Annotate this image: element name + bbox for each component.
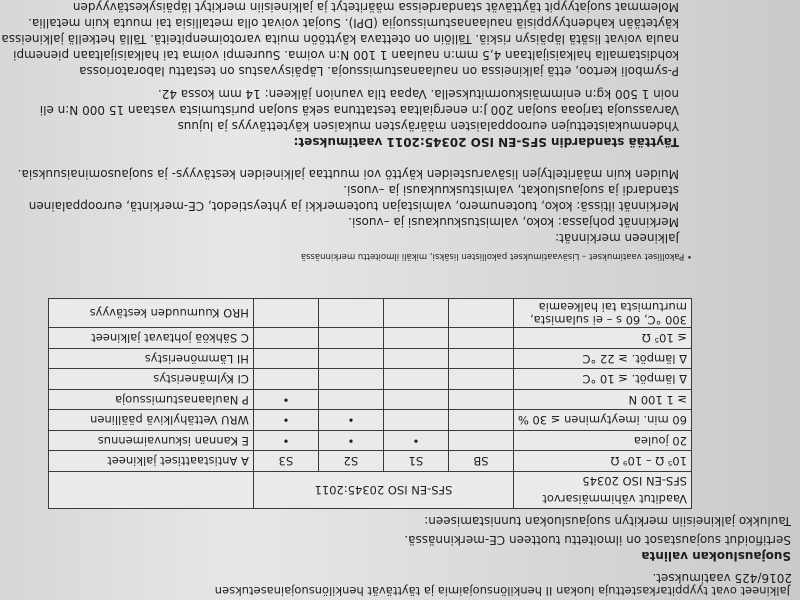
row-cell [318, 390, 383, 411]
row-requirement: ≥ 1 100 N [513, 390, 691, 411]
row-requirement: Δ lämpöt. ≤ 10 °C [513, 369, 691, 390]
row-name: CI Kylmäneristys [48, 369, 253, 390]
row-cell [253, 299, 318, 328]
marking-line-2: Merkinnät iltissä: koko, tuotenumero, valmistajan tuotemerkki ja yhteystiedot, CE-merkintä, eurooppalainen [28, 199, 679, 213]
table-row [48, 410, 691, 431]
row-name: HI Lämmöneristys [48, 349, 253, 370]
table-footnote: • Pakolliset vaatimukset – Lisävaatimukset pakollisten lisäksi, mikäli ilmoitettu merkinnässä [300, 251, 692, 261]
row-cell [318, 369, 383, 390]
header-requirements [513, 472, 691, 509]
p1-line-3: noin 1 500 kg:n enimmäiskuormituksella. Vapaa tila vaunion jälkeen: 14 mm kossa 42. [157, 87, 679, 101]
row-cell [318, 299, 383, 328]
table-row [48, 299, 691, 328]
row-cell [448, 431, 513, 452]
row-cell [383, 410, 448, 431]
row-cell [383, 299, 448, 328]
header-standard: SFS-EN ISO 20345:2011 [253, 472, 513, 509]
intro-line-2: Taulukko jalkineisiin merkityn suojausluokan tunnistamiseen: [424, 514, 791, 528]
protection-class-table [48, 299, 692, 510]
row-cell [383, 390, 448, 411]
table-header-row [48, 472, 691, 509]
row-cell [448, 349, 513, 370]
p2-line-2: kohdistamalla halkaisijaltaan 4,5 mm:n naulaan 1 100 N:n voima. Suurempi voima tai halkaisijaltaan pienempi [13, 48, 679, 62]
p2-line-1: P-symboli kertoo, että jalkineissa on naulaanastumissuoja. Läpäisyvastus on testattu laboratoriossa [79, 64, 679, 78]
marking-line-1: Merkinnät pohjassa: koko, valmistuskuukausi ja –vuosi. [348, 215, 679, 229]
row-name-a: A Antistaattiset jalkineet [48, 451, 253, 472]
marking-line-3: standardi ja suojausluokat, valmistuskuukausi ja –vuosi. [343, 183, 679, 197]
row-cell [253, 369, 318, 390]
row-name: P Naulaanastumissuoja [48, 390, 253, 411]
p2-line-3: naula voivat lisätä läpäisyn riskiä. Tällöin on otettava käyttöön muita varotoimenpiteitä. Tällä hetkellä jalkineissa [1, 32, 679, 46]
row-cell [318, 349, 383, 370]
table-columns-row [48, 451, 691, 472]
row-cell [383, 349, 448, 370]
row-requirement: Δ lämpöt. ≥ 22 °C [513, 349, 691, 370]
row-cell: • [253, 431, 318, 452]
col-s3: S3 [253, 451, 318, 472]
header-ref: SFS-EN ISO 20345 [582, 474, 687, 488]
row-cell [318, 328, 383, 349]
table-row [48, 349, 691, 370]
row-cell [383, 328, 448, 349]
row-cell [253, 328, 318, 349]
header-empty [48, 472, 253, 509]
p1-line-1: Yhdenmukaistettujen eurooppalaisten määräysten mukaisen käytettävyys ja lujuus [177, 119, 679, 133]
row-requirement: ≤ 10⁵ Ω [513, 328, 691, 349]
col-s1: S1 [383, 451, 448, 472]
p2-line-4: käytetään kahdentyyppisiä naulaanastumissuojia (DPI). Suojat voivat olla metallisia tai muuta kuin metallia. [28, 16, 679, 30]
top-fragment-1: 2016/425 vaatimukset. [652, 571, 792, 585]
row-cell: • [318, 431, 383, 452]
col-s2: S2 [318, 451, 383, 472]
table-row [48, 431, 691, 452]
row-cell [448, 390, 513, 411]
row-name: HRO Kuumuuden kestävyys [48, 299, 253, 328]
row-cell [383, 369, 448, 390]
section-title: Suojausluokan valinta [641, 549, 791, 563]
table-row [48, 369, 691, 390]
row-name: WRU Vettähylkivä päällinen [48, 410, 253, 431]
req-row-a-text: 10⁵ Ω – 10⁹ Ω [610, 454, 687, 469]
row-cell: • [253, 410, 318, 431]
intro-line-1: Sertifioidut suojaustasot on ilmoitettu tuotteen CE-merkinnässä. [404, 533, 791, 547]
row-cell [253, 349, 318, 370]
row-name: C Sähköä johtavat jalkineet [48, 328, 253, 349]
table-row [48, 390, 691, 411]
marking-title: Jalkineen merkinnät: [555, 231, 679, 245]
p1-line-2: Varvassuoja tarjoaa suojan 200 J:n energialtaa testattuna sekä suojan puristumista vastaan 15 000 N:n eli [39, 103, 679, 117]
top-fragment-2: Jalkineet ovat tyyppitarkastettuja luokan II henkilönsuojaimia ja täyttävät henkilönsuojainasetuksen [214, 584, 790, 598]
row-cell [448, 410, 513, 431]
req-row-a [513, 451, 691, 472]
row-cell [448, 299, 513, 328]
col-sb: SB [448, 451, 513, 472]
marking-line-4: Muiden kuin määriteltyjen lisävarusteiden käyttö voi muuttaa jalkineiden kestävyys- ja suojausominaisuuksia. [17, 167, 679, 181]
table-row [48, 328, 691, 349]
standard-title: Täyttää standardin SFS-EN ISO 20345:2011 vaatimukset: [293, 135, 679, 149]
row-cell [448, 328, 513, 349]
row-requirement: 20 joulea [513, 431, 691, 452]
row-name: E Kannan iskunvaimennus [48, 431, 253, 452]
row-requirement: 60 min. imeytyminen ≤ 30 % [513, 410, 691, 431]
p2-line-5: Molemmat suojatyypit täyttävät standardeissa määritetyt ja jalkineisiin merkityt läpäisykestävyyden [72, 0, 679, 14]
row-cell: • [318, 410, 383, 431]
row-requirement: 300 °C, 60 s – ei sulamista, murtumista tai halkeamia [513, 299, 691, 328]
header-requirements-label: Vaaditut vähimmäisarvot [542, 492, 687, 506]
row-cell [448, 369, 513, 390]
row-cell: • [383, 431, 448, 452]
row-cell: • [253, 390, 318, 411]
